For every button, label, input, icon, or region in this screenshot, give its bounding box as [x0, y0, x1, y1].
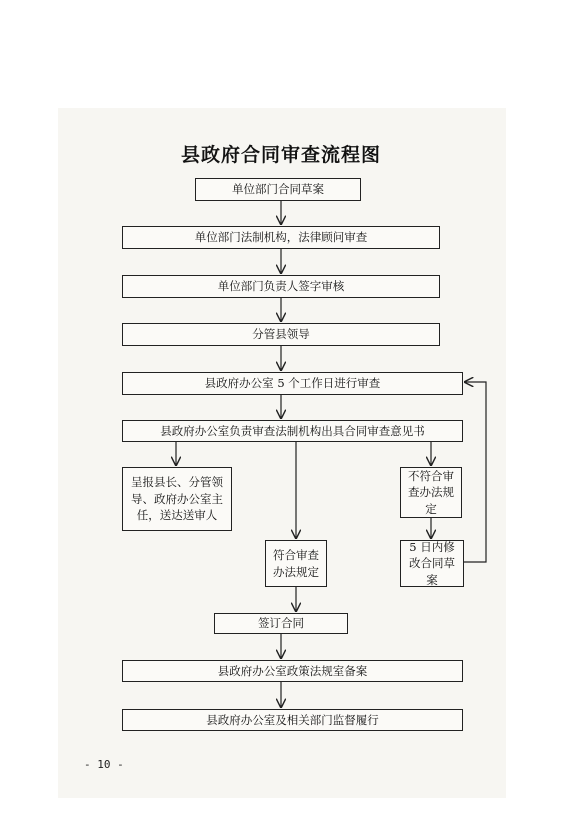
box-compliant: 符合审查办法规定 — [265, 540, 327, 587]
step-filing: 县政府办公室政策法规室备案 — [122, 660, 463, 682]
box-modify-draft: 5 日内修改合同草案 — [400, 540, 464, 587]
step-opinion-letter: 县政府办公室负责审查法制机构出具合同审查意见书 — [122, 420, 463, 442]
step-contract-draft: 单位部门合同草案 — [195, 178, 361, 201]
step-legal-review: 单位部门法制机构，法律顾问审查 — [122, 226, 440, 249]
box-noncompliant: 不符合审查办法规定 — [400, 467, 462, 518]
step-county-leader: 分管县领导 — [122, 323, 440, 346]
page-number: - 10 - — [84, 758, 124, 771]
step-head-signature: 单位部门负责人签字审核 — [122, 275, 440, 298]
step-office-review: 县政府办公室 5 个工作日进行审查 — [122, 372, 463, 395]
step-supervision: 县政府办公室及相关部门监督履行 — [122, 709, 463, 731]
step-sign-contract: 签订合同 — [214, 613, 348, 634]
diagram-title: 县政府合同审查流程图 — [180, 144, 381, 166]
arrow-modify-loop — [464, 382, 486, 562]
box-report-leaders: 呈报县长、分管领导、政府办公室主任，送达送审人 — [122, 467, 232, 531]
